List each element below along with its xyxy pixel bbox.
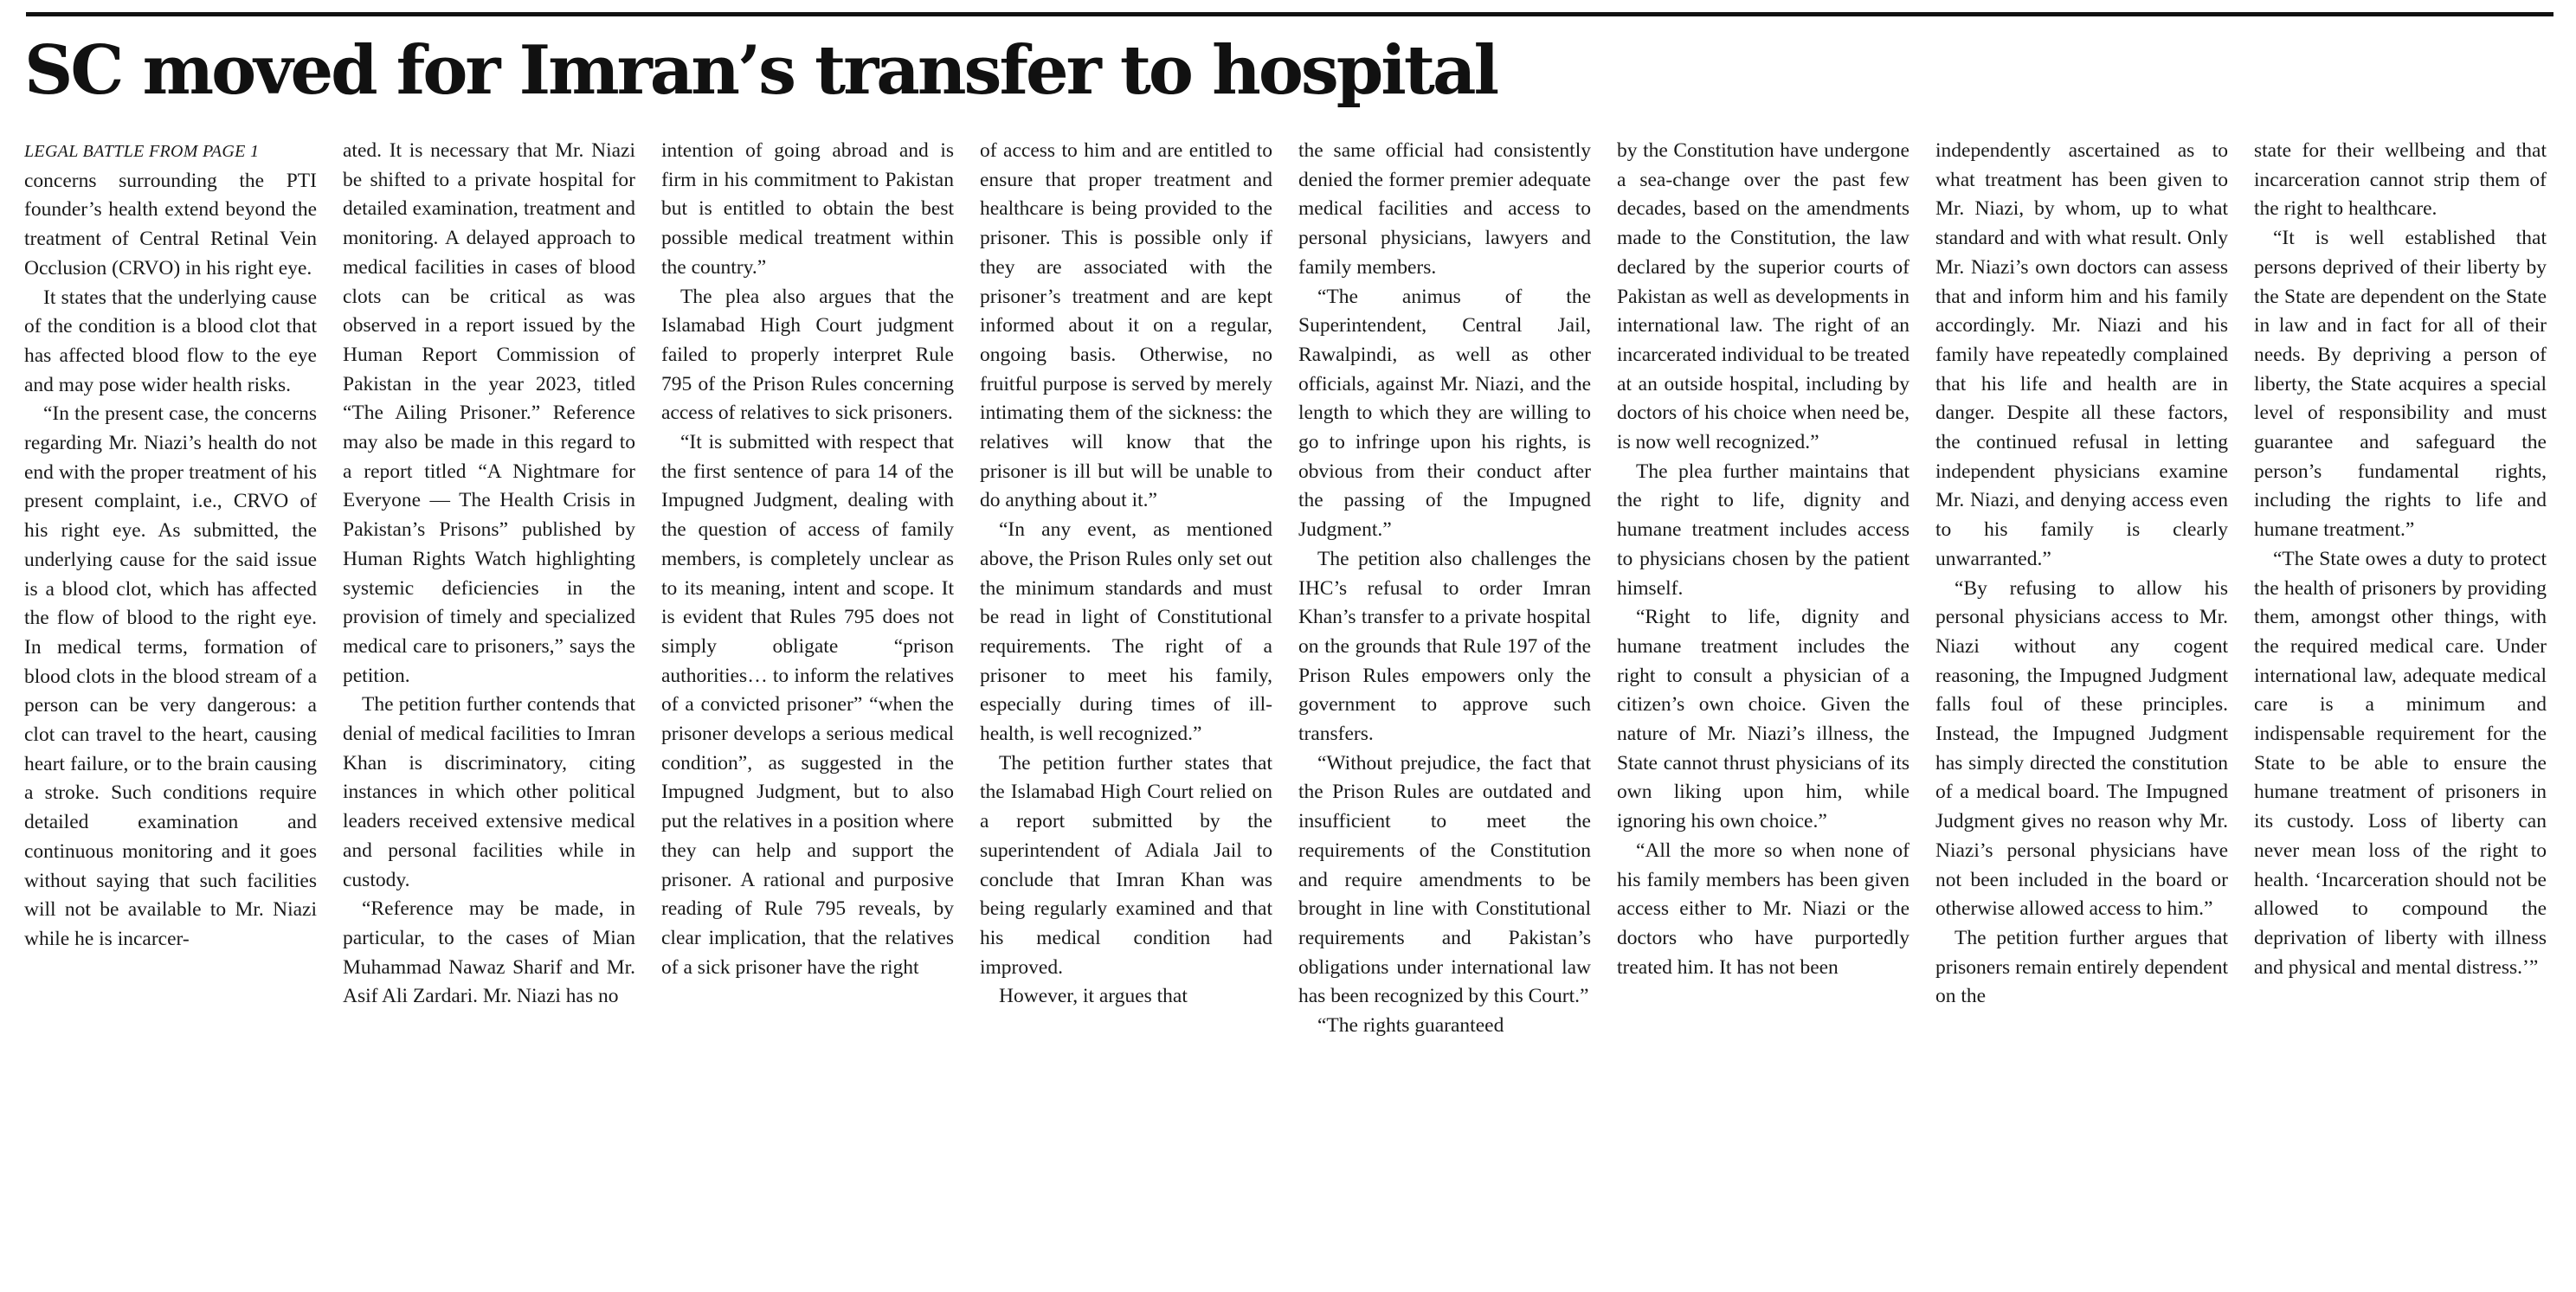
paragraph: the same official had consistently denied the former premier adequate medical facilities and access to personal physicians, lawyers and family members. [1298,139,1591,279]
paragraph: The petition also challenges the IHC’s refusal to order Imran Khan’s transfer to a private hospital on the grounds that Rule 197 of the Prison Rules empowers only the government to approve such transfers. [1298,547,1591,746]
headline: SC moved for Imran’s transfer to hospital [24,31,1497,110]
paragraph: independently ascertained as to what treatment has been given to Mr. Niazi, by whom, up to what standard and with what result. Only Mr. Niazi’s own doctors can assess that and inform him and his family accordingly. Mr. Niazi and his family have repeatedly complained that his life and health are in danger. Despite all these factors, the continued refusal in letting independent physicians examine Mr. Niazi, and denying access even to his family is clearly unwarranted.” [1935,139,2228,570]
article-body [24,137,2553,1262]
paragraph: The plea also argues that the Islamabad High Court judgment failed to properly interpret Rule 795 of the Prison Rules concerning access of relatives to sick prisoners. [661,285,954,425]
column-7 [1935,137,2228,1262]
paragraph: ated. It is necessary that Mr. Niazi be shifted to a private hospital for detailed examination, treatment and monitoring. A delayed approach to medical facilities in cases of blood clots can be critical as was observed in a report issued by the Human Report Commission of Pakistan in the year 2023, titled “The Ailing Prisoner.” Reference may also be made in this regard to a report titled “A Nightmare for Everyone — The Health Crisis in Pakistan’s Prisons” published by Human Rights Watch highlighting systemic deficiencies in the provision of timely and specialized medical care to prisoners,” says the petition. [343,139,635,687]
column-6 [1617,137,1909,1262]
paragraph: “In the present case, the concerns regarding Mr. Niazi’s health do not end with the proper treatment of his present complaint, i.e., CRVO of his right eye. As submitted, the underlying cause for the said issue is a blood clot, which has affected the flow of blood to the right eye. In medical terms, formation of blood clots in the blood stream of a person can be very dangerous: a clot can travel to the heart, causing heart failure, or to the brain causing a stroke. Such conditions require detailed examination and continuous monitoring and it goes without saying that such facilities will not be available to Mr. Niazi while he is incarcer- [24,402,317,950]
paragraph: intention of going abroad and is firm in his commitment to Pakistan but is entitled to obtain the best possible medical treatment within the country.” [661,139,954,279]
paragraph: “It is well established that persons deprived of their liberty by the State are dependent on the State in law and in fact for all of their needs. By depriving a person of liberty, the State acquires a special level of responsibility and must guarantee and safeguard the person’s fundamental rights, including the rights to life and humane treatment.” [2254,227,2547,542]
paragraph: concerns surrounding the PTI founder’s health extend beyond the treatment of Central Retinal Vein Occlusion (CRVO) in his right eye. [24,169,317,280]
paragraph: It states that the underlying cause of the condition is a blood clot that has affected blood flow to the eye and may pose wider health risks. [24,286,317,396]
paragraph: state for their wellbeing and that incarceration cannot strip them of the right to healthcare. [2254,139,2547,221]
paragraph: However, it argues that [999,985,1188,1008]
paragraph: “Without prejudice, the fact that the Prison Rules are outdated and insufficient to meet the requirements of the Constitution and require amendments to be brought in line with Constitutional requirements and Pakistan’s obligations under international law has been recognized by this Court.” [1298,751,1591,1008]
paragraph: by the Constitution have undergone a sea-change over the past few decades, based on the amendments made to the Constitution, the law declared by the superior courts of Pakistan as well as developments in international law. The right of an incarcerated individual to be treated at an outside hospital, including by doctors of his choice when need be, is now well recognized.” [1617,139,1909,454]
top-rule [26,12,2553,16]
column-5 [1298,137,1591,1262]
column-4 [980,137,1272,1262]
paragraph: “The State owes a duty to protect the health of prisoners by providing them, amongst other things, with the required medical care. Under international law, adequate medical care is a minimum and indispensable requirement for the State to be able to ensure the humane treatment of prisoners in its custody. Loss of liberty can never mean loss of the right to health. ‘Incarceration should not be allowed to compound the deprivation of liberty with illness and physical and mental distress.’” [2254,547,2547,979]
paragraph: “Reference may be made, in particular, to the cases of Mian Muhammad Nawaz Sharif and Mr. Asif Ali Zardari. Mr. Niazi has no [343,897,635,1008]
paragraph: “The animus of the Superintendent, Central Jail, Rawalpindi, as well as other officials, against Mr. Niazi, and the length to which they are willing to go to infringe upon his rights, is obvious from their conduct after the passing of the Impugned Judgment.” [1298,285,1591,542]
kicker: LEGAL BATTLE FROM PAGE 1 [24,142,260,161]
paragraph: “All the more so when none of his family members has been given access either to Mr. Niazi or the doctors who have purportedly treated him. It has not been [1617,839,1909,979]
paragraph: “The rights guaranteed [1317,1014,1504,1038]
column-2 [343,137,635,1262]
paragraph: The plea further maintains that the right to life, dignity and humane treatment includes access to physicians chosen by the patient himself. [1617,460,1909,600]
paragraph: The petition further argues that prisoners remain entirely dependent on the [1935,926,2228,1008]
paragraph: of access to him and are entitled to ensure that proper treatment and healthcare is being provided to the prisoner. This is possible only if they are associated with the prisoner’s treatment and are kept informed about it on a regular, ongoing basis. Otherwise, no fruitful purpose is served by merely intimating them of the sickness: the relatives will know that the prisoner is ill but will be unable to do anything about it.” [980,139,1272,512]
paragraph: The petition further states that the Islamabad High Court relied on a report submitted by the superintendent of Adiala Jail to conclude that Imran Khan was being regularly examined and that his medical condition had improved. [980,751,1272,979]
column-8 [2254,137,2547,1262]
paragraph: The petition further contends that denial of medical facilities to Imran Khan is discriminatory, citing instances in which other political leaders received extensive medical and personal facilities while in custody. [343,693,635,891]
paragraph: “Right to life, dignity and humane treatment includes the right to consult a physician of a citizen’s own choice. Given the nature of Mr. Niazi’s illness, the State cannot thrust physicians of its own liking upon him, while ignoring his own choice.” [1617,606,1909,833]
paragraph: “In any event, as mentioned above, the Prison Rules only set out the minimum standards and must be read in light of Constitutional requirements. The right of a prisoner to meet his family, especially during times of ill-health, is well recognized.” [980,518,1272,746]
paragraph: “By refusing to allow his personal physicians access to Mr. Niazi without any cogent reasoning, the Impugned Judgment falls foul of these principles. Instead, the Impugned Judgment has simply directed the constitution of a medical board. The Impugned Judgment gives no reason why Mr. Niazi’s personal physicians have not been included in the board or otherwise allowed access to him.” [1935,576,2228,921]
column-3 [661,137,954,1262]
column-1 [24,137,317,1262]
paragraph: “It is submitted with respect that the first sentence of para 14 of the Impugned Judgment, dealing with the question of access of family members, is completely unclear as to its meaning, intent and scope. It is evident that Rules 795 does not simply obligate “prison authorities… to inform the relatives of a convicted prisoner” “when the prisoner develops a serious medical condition”, as suggested in the Impugned Judgment, but to also put the relatives in a position where they can help and support the prisoner. A rational and purposive reading of Rule 795 reveals, by clear implication, that the relatives of a sick prisoner have the right [661,431,954,979]
